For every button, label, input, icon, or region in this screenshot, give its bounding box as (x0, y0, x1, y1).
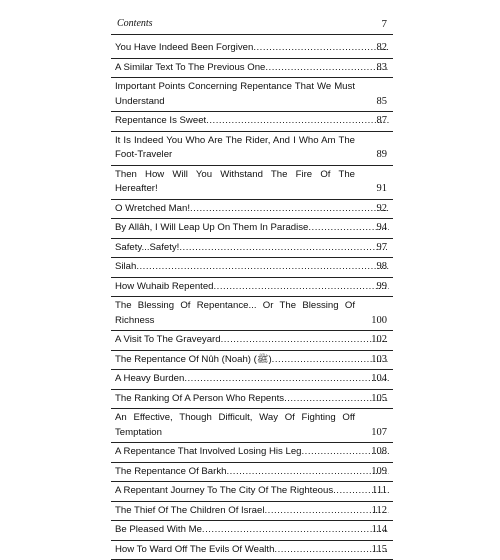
toc-entry (111, 112, 393, 132)
toc-entry (111, 502, 393, 522)
toc-entry-title: O Wretched Man! ..... (115, 202, 389, 217)
toc-entry-page: 107 (371, 426, 387, 441)
toc-entry-title: How Wuhaib Repented ..... (115, 280, 389, 295)
toc-entry (111, 482, 393, 502)
toc-entry-title: You Have Indeed Been Forgiven ..... (115, 41, 389, 56)
toc-entry (111, 239, 393, 259)
toc-entry-title: A Repentance That Involved Losing His Leg ..... (115, 445, 389, 460)
toc-entry-page: 103 (371, 353, 387, 368)
toc-entry-page: 91 (377, 182, 388, 197)
toc-entry (111, 59, 393, 79)
toc-entry (111, 351, 393, 371)
toc-entry-page: 111 (372, 484, 387, 499)
toc-entry-page: 85 (377, 95, 388, 110)
toc-entry-page: 102 (371, 333, 387, 348)
toc-entry-page: 92 (377, 202, 388, 217)
toc-entry (111, 219, 393, 239)
toc-entry-title: The Ranking Of A Person Who Repents ..... (115, 392, 389, 407)
toc-entry-page: 108 (371, 445, 387, 460)
toc-entry-page: 109 (371, 465, 387, 480)
toc-entry-title: By Allâh, I Will Leap Up On Them In Paradise ..... (115, 221, 389, 236)
toc-entry-title: Be Pleased With Me ..... (115, 523, 389, 538)
toc-entry-title: A Heavy Burden ..... (115, 372, 389, 387)
toc-entry-page: 112 (372, 504, 387, 519)
toc-entry (111, 463, 393, 483)
toc-entry-page: 82 (377, 41, 388, 56)
toc-entry-title: Repentance Is Sweet ..... (115, 114, 389, 129)
toc-entry-page: 100 (371, 314, 387, 329)
toc-entry-title: A Visit To The Graveyard ..... (115, 333, 389, 348)
toc-entry (111, 200, 393, 220)
toc-entry-title: An Effective, Though Difficult, Way Of Fighting Off Temptation (115, 411, 389, 440)
toc-entry-page: 87 (377, 114, 388, 129)
toc-entry-title: The Blessing Of Repentance... Or The Blessing Of Richness (115, 299, 389, 328)
toc-entry (111, 39, 393, 59)
toc-entry (111, 409, 393, 443)
toc-entry-title: The Thief Of The Children Of Israel ..... (115, 504, 389, 519)
toc-entry (111, 331, 393, 351)
toc-entry (111, 132, 393, 166)
toc-entry (111, 258, 393, 278)
page-number: 7 (382, 18, 388, 30)
toc-entry (111, 78, 393, 112)
toc-entry-title: Safety...Safety! ..... (115, 241, 389, 256)
running-title: Contents (117, 18, 153, 29)
table-of-contents (111, 39, 393, 560)
toc-entry-title: Silah ..... (115, 260, 389, 275)
toc-entry (111, 390, 393, 410)
toc-entry-page: 114 (372, 523, 387, 538)
toc-entry (111, 443, 393, 463)
toc-entry-title: Then How Will You Withstand The Fire Of The Hereafter! (115, 168, 389, 197)
toc-entry-page: 83 (377, 61, 388, 76)
toc-entry-title: A Similar Text To The Previous One ..... (115, 61, 389, 76)
toc-entry (111, 297, 393, 331)
toc-entry-page: 89 (377, 148, 388, 163)
running-header (117, 18, 387, 32)
toc-entry (111, 521, 393, 541)
toc-entry-page: 105 (371, 392, 387, 407)
toc-entry-title: How To Ward Off The Evils Of Wealth ..... (115, 543, 389, 558)
toc-entry-page: 97 (377, 241, 388, 256)
toc-entry-page: 104 (371, 372, 387, 387)
header-rule (111, 34, 393, 35)
toc-entry-title: The Repentance Of Nûh (Noah) (ﷺ) ..... (115, 353, 389, 368)
toc-entry-title: Important Points Concerning Repentance That We Must Understand (115, 80, 389, 109)
toc-entry-page: 99 (377, 280, 388, 295)
toc-entry (111, 278, 393, 298)
toc-entry-title: It Is Indeed You Who Are The Rider, And I Who Am The Foot-Traveler (115, 134, 389, 163)
toc-entry-page: 98 (377, 260, 388, 275)
toc-entry (111, 541, 393, 560)
toc-entry (111, 370, 393, 390)
toc-entry (111, 166, 393, 200)
toc-entry-page: 94 (377, 221, 388, 236)
toc-entry-title: A Repentant Journey To The City Of The Righteous ..... (115, 484, 389, 499)
toc-entry-title: The Repentance Of Barkh ..... (115, 465, 389, 480)
toc-entry-page: 115 (372, 543, 387, 558)
